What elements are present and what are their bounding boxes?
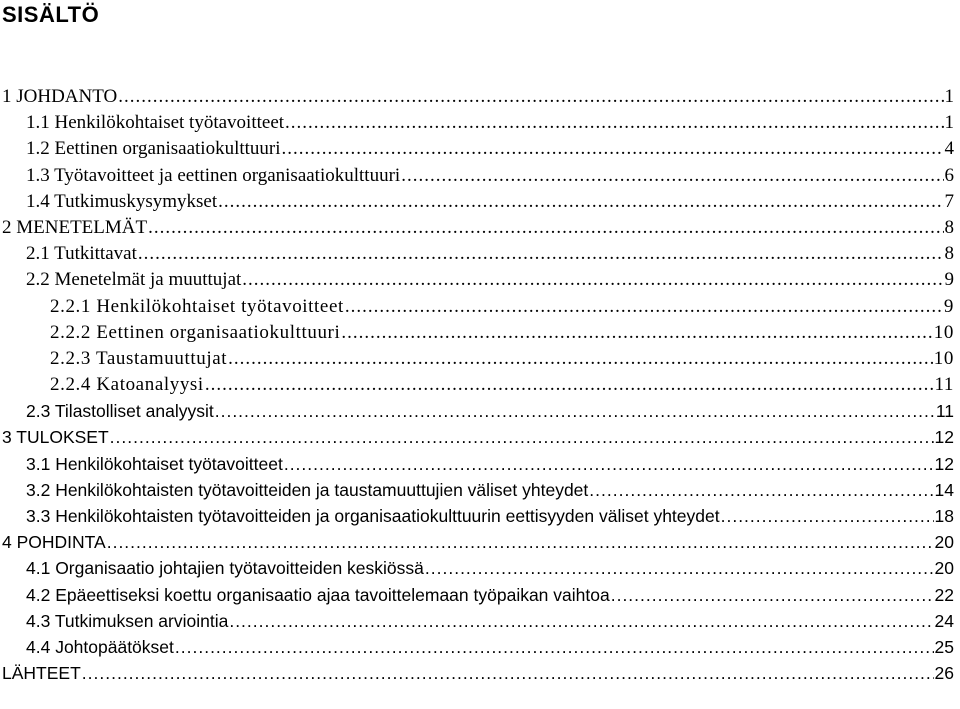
toc-entry-title: 1.2 Eettinen organisaatiokulttuuri [26, 138, 281, 160]
toc-entry[interactable] [0, 634, 960, 660]
toc-dot-leader [175, 634, 934, 660]
toc-page-number: 20 [934, 558, 954, 579]
toc-dot-leader [242, 267, 943, 293]
toc-entry[interactable] [0, 503, 960, 529]
toc-dot-leader [229, 608, 933, 634]
toc-page-number: 9 [944, 269, 954, 291]
toc-entry-title: 3 TULOKSET [2, 427, 109, 448]
table-of-contents [0, 84, 960, 686]
toc-dot-leader [107, 529, 934, 555]
toc-page-number: 8 [944, 216, 954, 238]
toc-dot-leader [345, 294, 943, 320]
toc-dot-leader [401, 163, 943, 189]
toc-page-number: 10 [933, 347, 954, 369]
toc-entry-title: 2.1 Tutkittavat [26, 243, 137, 265]
toc-page-number: 20 [934, 532, 954, 553]
toc-dot-leader [205, 372, 934, 398]
toc-entry[interactable] [0, 267, 960, 293]
toc-page-number: 10 [933, 321, 954, 343]
toc-dot-leader [285, 110, 943, 136]
toc-entry[interactable] [0, 346, 960, 372]
toc-page-number: 6 [944, 164, 954, 186]
toc-entry[interactable] [0, 372, 960, 398]
toc-entry[interactable] [0, 660, 960, 686]
toc-dot-leader [341, 320, 932, 346]
toc-page-number: 14 [934, 479, 954, 500]
toc-page-number: 11 [934, 374, 954, 396]
toc-entry-title: LÄHTEET [2, 663, 81, 684]
toc-entry[interactable] [0, 398, 960, 424]
toc-page-number: 22 [934, 584, 954, 605]
toc-entry[interactable] [0, 582, 960, 608]
toc-page-number: 12 [934, 453, 954, 474]
toc-dot-leader [228, 346, 933, 372]
toc-page-number: 11 [935, 401, 954, 422]
toc-page-number: 24 [934, 610, 954, 631]
toc-entry[interactable] [0, 320, 960, 346]
toc-entry-title: 1.1 Henkilökohtaiset työtavoitteet [26, 112, 285, 134]
toc-entry[interactable] [0, 136, 960, 162]
toc-entry-title: 2.3 Tilastolliset analyysit [26, 401, 214, 422]
toc-entry[interactable] [0, 424, 960, 450]
toc-entry[interactable] [0, 608, 960, 634]
page-title: SISÄLTÖ [2, 2, 100, 27]
toc-dot-leader [148, 215, 943, 241]
toc-entry-title: 2.2 Menetelmät ja muuttujat [26, 269, 242, 291]
toc-entry[interactable] [0, 110, 960, 136]
toc-page-number: 12 [934, 427, 954, 448]
toc-entry-title: 2 MENETELMÄT [2, 216, 148, 238]
toc-entry[interactable] [0, 477, 960, 503]
toc-entry-title: 2.2.3 Taustamuuttujat [50, 347, 228, 369]
toc-entry-title: 4 POHDINTA [2, 532, 106, 553]
toc-entry-title: 2.2.1 Henkilökohtaiset työtavoitteet [50, 295, 344, 317]
toc-entry[interactable] [0, 555, 960, 581]
toc-page-number: 9 [943, 295, 954, 317]
toc-entry-title: 4.2 Epäeettiseksi koettu organisaatio ajaa tavoittelemaan työpaikan vaihtoa [26, 584, 610, 605]
toc-dot-leader [110, 424, 934, 450]
toc-dot-leader [282, 136, 944, 162]
toc-entry-title: 3.1 Henkilökohtaiset työtavoitteet [26, 453, 283, 474]
toc-entry-title: 3.2 Henkilökohtaisten työtavoitteiden ja taustamuuttujien väliset yhteydet [26, 479, 589, 500]
toc-page-number: 18 [934, 506, 954, 526]
toc-entry-title: 2.2.4 Katoanalyysi [50, 374, 204, 396]
toc-entry[interactable] [0, 189, 960, 215]
toc-dot-leader [721, 503, 934, 529]
toc-entry-title: 1 JOHDANTO [2, 86, 118, 107]
toc-entry-title: 4.1 Organisaatio johtajien työtavoitteiden keskiössä [26, 558, 424, 579]
toc-entry-title: 4.4 Johtopäätökset [26, 636, 174, 657]
toc-entry-title: 2.2.2 Eettinen organisaatiokulttuuri [50, 321, 341, 343]
toc-dot-leader [589, 477, 933, 503]
toc-page-number: 1 [944, 112, 954, 134]
toc-entry[interactable] [0, 215, 960, 241]
toc-dot-leader [218, 189, 943, 215]
toc-dot-leader [425, 555, 934, 581]
toc-dot-leader [611, 582, 934, 608]
toc-page-number: 8 [944, 243, 954, 265]
toc-page-number: 1 [944, 86, 954, 107]
toc-page-number: 4 [944, 138, 954, 160]
toc-entry[interactable] [0, 529, 960, 555]
toc-entry[interactable] [0, 451, 960, 477]
toc-dot-leader [284, 451, 934, 477]
toc-dot-leader [82, 660, 934, 686]
toc-entry-title: 1.3 Työtavoitteet ja eettinen organisaatiokulttuuri [26, 164, 401, 186]
toc-entry-title: 4.3 Tutkimuksen arviointia [26, 610, 229, 631]
toc-page-number: 26 [934, 663, 954, 684]
toc-dot-leader [138, 241, 944, 267]
toc-page-number: 7 [944, 190, 954, 212]
toc-page-number: 25 [934, 636, 954, 657]
toc-dot-leader [118, 84, 943, 110]
toc-dot-leader [215, 398, 935, 424]
toc-entry[interactable] [0, 294, 960, 320]
toc-entry[interactable] [0, 241, 960, 267]
toc-entry[interactable] [0, 84, 960, 110]
toc-entry-title: 3.3 Henkilökohtaisten työtavoitteiden ja organisaatiokulttuurin eettisyyden väliset yhteydet [26, 506, 720, 526]
toc-entry[interactable] [0, 163, 960, 189]
toc-entry-title: 1.4 Tutkimuskysymykset [26, 190, 218, 212]
